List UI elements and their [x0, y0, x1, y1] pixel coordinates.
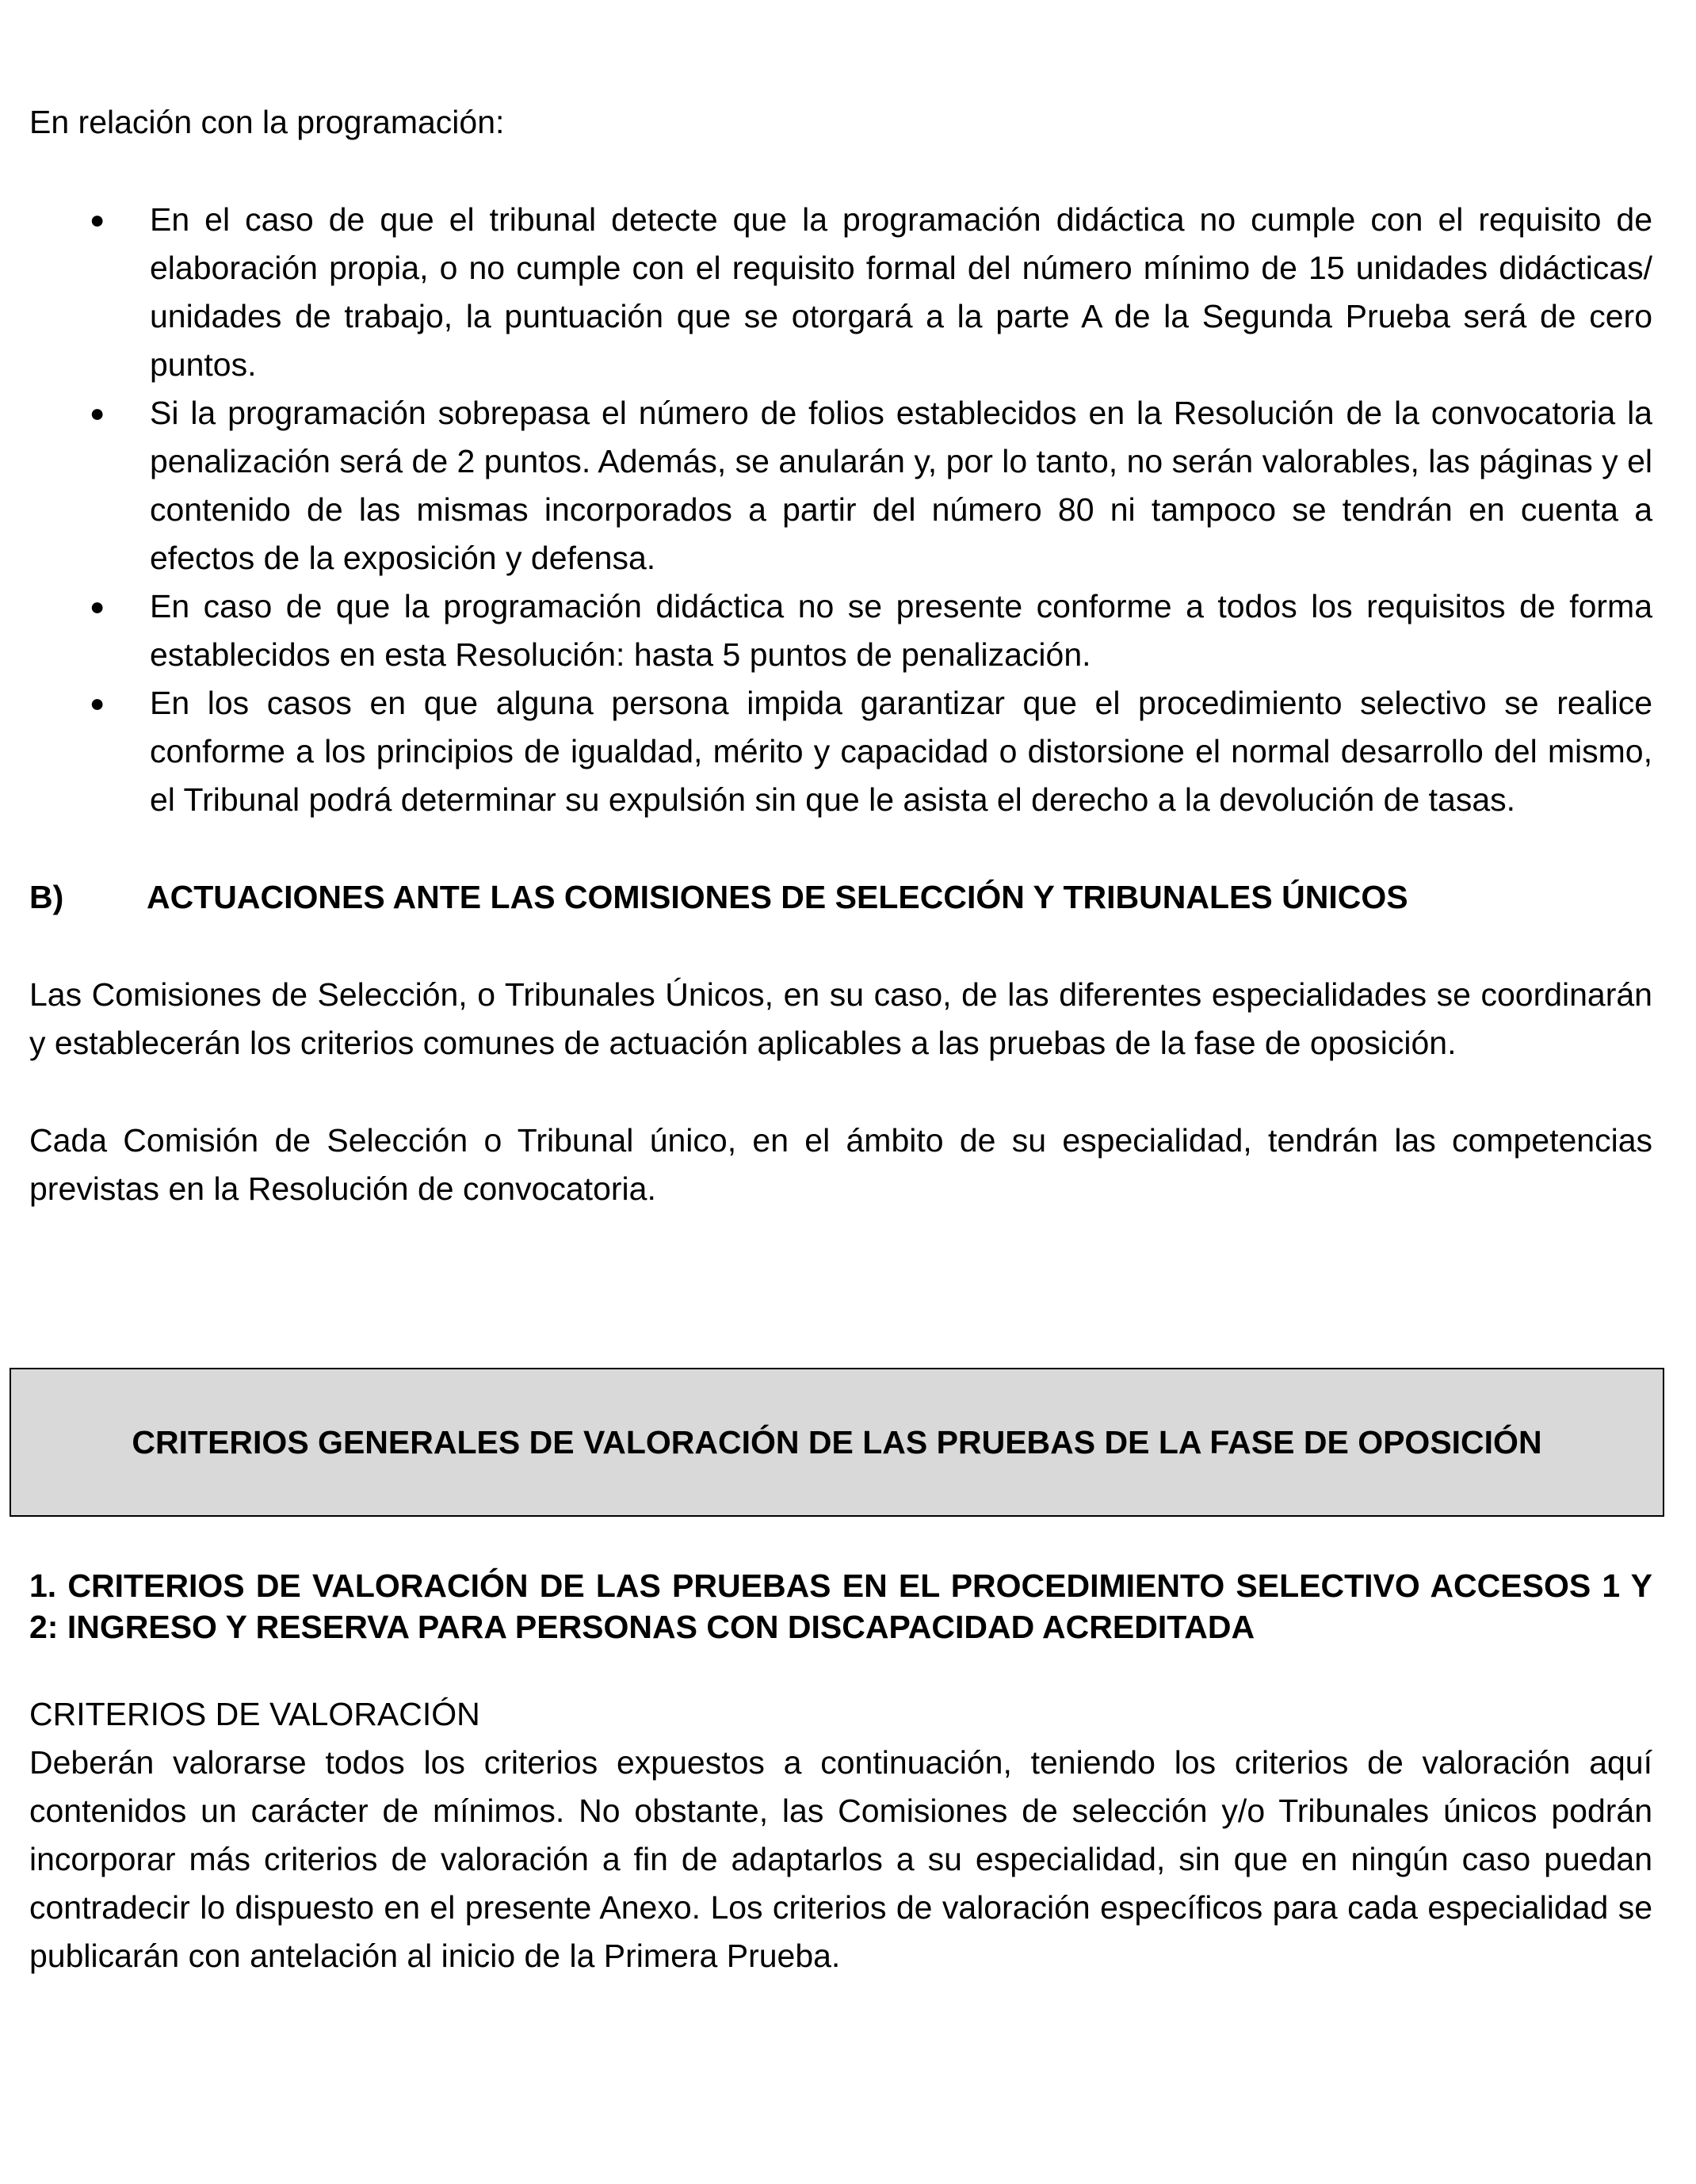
programacion-bullet-list: [29, 196, 1652, 824]
list-item: [29, 582, 1652, 679]
section-b-title: ACTUACIONES ANTE LAS COMISIONES DE SELECCIÓN Y TRIBUNALES ÚNICOS: [147, 879, 1408, 915]
document-upper: [29, 98, 1652, 1213]
bullet-icon: ●: [90, 205, 105, 234]
list-item-text: En caso de que la programación didáctica no se presente conforme a todos los requisitos de forma establecidos en esta Resolución: hasta 5 puntos de penalización.: [150, 588, 1652, 673]
section-b-heading: [29, 873, 1652, 922]
criterios-generales-title: CRITERIOS GENERALES DE VALORACIÓN DE LAS PRUEBAS DE LA FASE DE OPOSICIÓN: [132, 1423, 1542, 1460]
bullet-icon: ●: [90, 592, 105, 620]
bullet-icon: ●: [90, 399, 105, 427]
criterios-subtitle: CRITERIOS DE VALORACIÓN: [29, 1696, 480, 1732]
list-item-text: En los casos en que alguna persona impida garantizar que el procedimiento selectivo se realice conforme a los principios de igualdad, mérito y capacidad o distorsione el normal desarrollo del mismo, el Tribunal podrá determinar su expulsión sin que le asista el derecho a la devolución de tasas.: [150, 685, 1652, 818]
list-item-text: Si la programación sobrepasa el número de folios establecidos en la Resolución de la convocatoria la penalización será de 2 puntos. Además, se anularán y, por lo tanto, no serán valorables, las páginas y el contenido de las mismas incorporados a partir del número 80 ni tampoco se tendrán en cuenta a efectos de la exposición y defensa.: [150, 395, 1652, 576]
section-b-paragraph-1: Las Comisiones de Selección, o Tribunales Únicos, en su caso, de las diferentes especialidades se coordinarán y establecerán los criterios comunes de actuación aplicables a las pruebas de la fase de oposición.: [29, 976, 1652, 1061]
section-b-letter: B): [29, 879, 64, 915]
section-b-paragraph-2: Cada Comisión de Selección o Tribunal único, en el ámbito de su especialidad, tendrán las competencias previstas en la Resolución de convocatoria.: [29, 1122, 1652, 1207]
programacion-intro: En relación con la programación:: [29, 104, 505, 140]
criterios-paragraph: Deberán valorarse todos los criterios expuestos a continuación, teniendo los criterios de valoración aquí contenidos un carácter de mínimos. No obstante, las Comisiones de selección y/o Tribunales únicos podrán incorporar más criterios de valoración a fin de adaptarlos a su especialidad, sin que en ningún caso puedan contradecir lo dispuesto en el presente Anexo. Los criterios de valoración específicos para cada especialidad se publicarán con antelación al inicio de la Primera Prueba.: [29, 1744, 1652, 1974]
document-lower: [29, 1565, 1652, 1980]
bullet-icon: ●: [90, 689, 105, 717]
list-item: [29, 389, 1652, 582]
list-item: [29, 196, 1652, 389]
list-item: [29, 679, 1652, 824]
list-item-text: En el caso de que el tribunal detecte que la programación didáctica no cumple con el requisito de elaboración propia, o no cumple con el requisito formal del número mínimo de 15 unidades didácticas/ unidades de trabajo, la puntuación que se otorgará a la parte A de la Segunda Prueba será de cero puntos.: [150, 201, 1652, 383]
criterios-generales-box: [10, 1368, 1664, 1517]
section-1-heading: 1. CRITERIOS DE VALORACIÓN DE LAS PRUEBAS EN EL PROCEDIMIENTO SELECTIVO ACCESOS 1 Y 2: INGRESO Y RESERVA PARA PERSONAS CON DISCAPACIDAD ACREDITADA: [29, 1567, 1652, 1645]
